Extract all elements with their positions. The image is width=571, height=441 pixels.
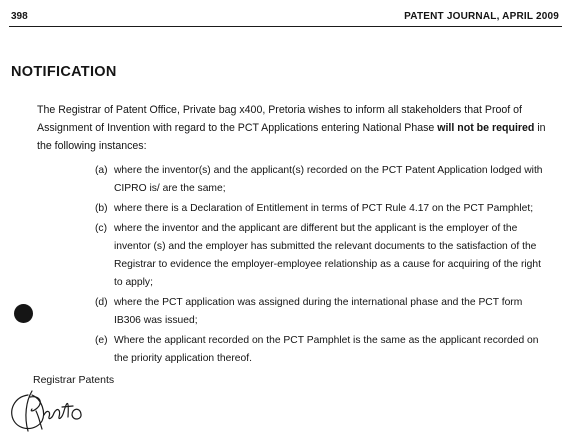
instance-text: where the PCT application was assigned during the international phase and the PCT form IB306 was issued; <box>114 297 523 326</box>
instance-item <box>95 332 550 368</box>
instance-text: where there is a Declaration of Entitlement in terms of PCT Rule 4.17 on the PCT Pamphlet; <box>114 203 534 214</box>
instance-marker: (d) <box>95 297 108 308</box>
instance-item <box>95 294 550 330</box>
punch-hole <box>14 304 33 323</box>
header-rule <box>9 26 562 27</box>
instance-marker: (c) <box>95 223 108 234</box>
intro-emphasis: will not be required <box>437 122 535 134</box>
journal-title: PATENT JOURNAL, APRIL 2009 <box>404 11 559 22</box>
notice-heading: NOTIFICATION <box>11 64 117 80</box>
signature-image <box>6 387 106 435</box>
instance-marker: (a) <box>95 165 108 176</box>
instance-item <box>95 200 550 218</box>
instance-marker: (e) <box>95 335 108 346</box>
intro-paragraph <box>37 101 552 155</box>
instance-text: Where the applicant recorded on the PCT Pamphlet is the same as the applicant recorded on the priority application thereof. <box>114 335 539 364</box>
instance-text: where the inventor and the applicant are different but the applicant is the employer of the inventor (s) and the employer has submitted the relevant documents to the satisfaction of the Registrar to evidence the employer-employee relationship as a cause for acquiring of the right to apply; <box>114 223 541 288</box>
instance-item <box>95 162 550 198</box>
instance-marker: (b) <box>95 203 108 214</box>
instance-list <box>95 162 550 370</box>
page-number: 398 <box>11 11 28 22</box>
intro-text-end: in the following instances: <box>37 122 546 152</box>
signatory-title: Registrar Patents <box>33 374 115 386</box>
instance-item <box>95 220 550 292</box>
intro-text: The Registrar of Patent Office, Private bag x400, Pretoria wishes to inform all stakeholders that Proof of Assignment of Invention with regard to the PCT Applications entering National Phase <box>37 104 523 134</box>
instance-text: where the inventor(s) and the applicant(s) recorded on the PCT Patent Application lodged with CIPRO is/ are the same; <box>114 165 543 194</box>
